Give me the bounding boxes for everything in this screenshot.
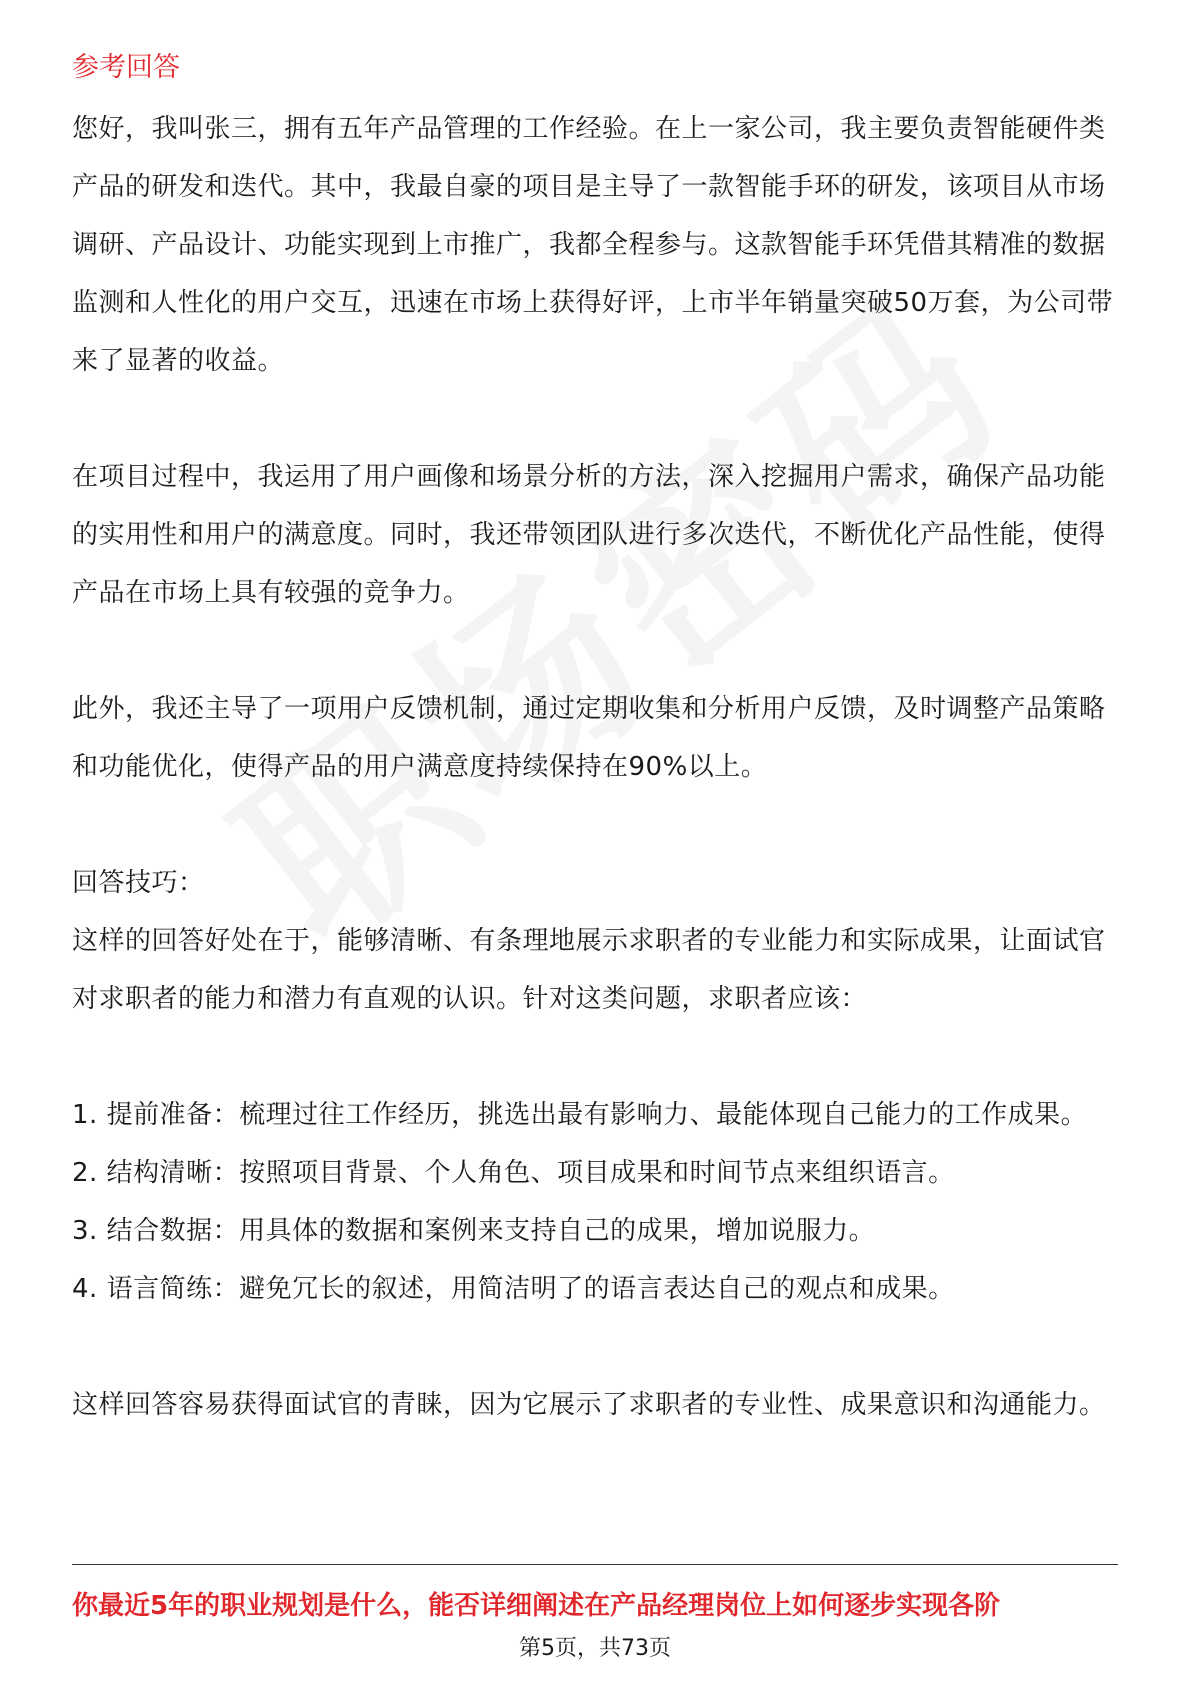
tips-list-item: 2. 结构清晰：按照项目背景、个人角色、项目成果和时间节点来组织语言。 <box>72 1158 955 1188</box>
page-number: 第5页，共73页 <box>519 1636 671 1661</box>
conclusion-paragraph: 这样回答容易获得面试官的青睐，因为它展示了求职者的专业性、成果意识和沟通能力。 <box>72 1390 1106 1420</box>
document-body <box>72 48 1122 1434</box>
section-title: 参考回答 <box>72 52 180 83</box>
answer-paragraph: 您好，我叫张三，拥有五年产品管理的工作经验。在上一家公司，我主要负责智能硬件类产品的研发和迭代。其中，我最自豪的项目是主导了一款智能手环的研发，该项目从市场调研、产品设计、功能实现到上市推广，我都全程参与。这款智能手环凭借其精准的数据监测和人性化的用户交互，迅速在市场上获得好评，上市半年销量突破50万套，为公司带来了显著的收益。 <box>72 114 1114 376</box>
tips-intro: 这样的回答好处在于，能够清晰、有条理地展示求职者的专业能力和实际成果，让面试官对求职者的能力和潜力有直观的认识。针对这类问题，求职者应该： <box>72 926 1106 1014</box>
next-question-heading: 你最近5年的职业规划是什么，能否详细阐述在产品经理岗位上如何逐步实现各阶 <box>72 1591 1001 1621</box>
tips-heading: 回答技巧： <box>72 868 205 898</box>
answer-paragraph: 在项目过程中，我运用了用户画像和场景分析的方法，深入挖掘用户需求，确保产品功能的实用性和用户的满意度。同时，我还带领团队进行多次迭代，不断优化产品性能，使得产品在市场上具有较强的竞争力。 <box>72 462 1106 608</box>
tips-list-item: 3. 结合数据：用具体的数据和案例来支持自己的成果，增加说服力。 <box>72 1216 876 1246</box>
tips-list-item: 4. 语言简练：避免冗长的叙述，用简洁明了的语言表达自己的观点和成果。 <box>72 1274 955 1304</box>
answer-paragraph: 此外，我还主导了一项用户反馈机制，通过定期收集和分析用户反馈，及时调整产品策略和功能优化，使得产品的用户满意度持续保持在90%以上。 <box>72 694 1106 782</box>
tips-list-item: 1. 提前准备：梳理过往工作经历，挑选出最有影响力、最能体现自己能力的工作成果。 <box>72 1100 1088 1130</box>
divider <box>72 1564 1118 1565</box>
